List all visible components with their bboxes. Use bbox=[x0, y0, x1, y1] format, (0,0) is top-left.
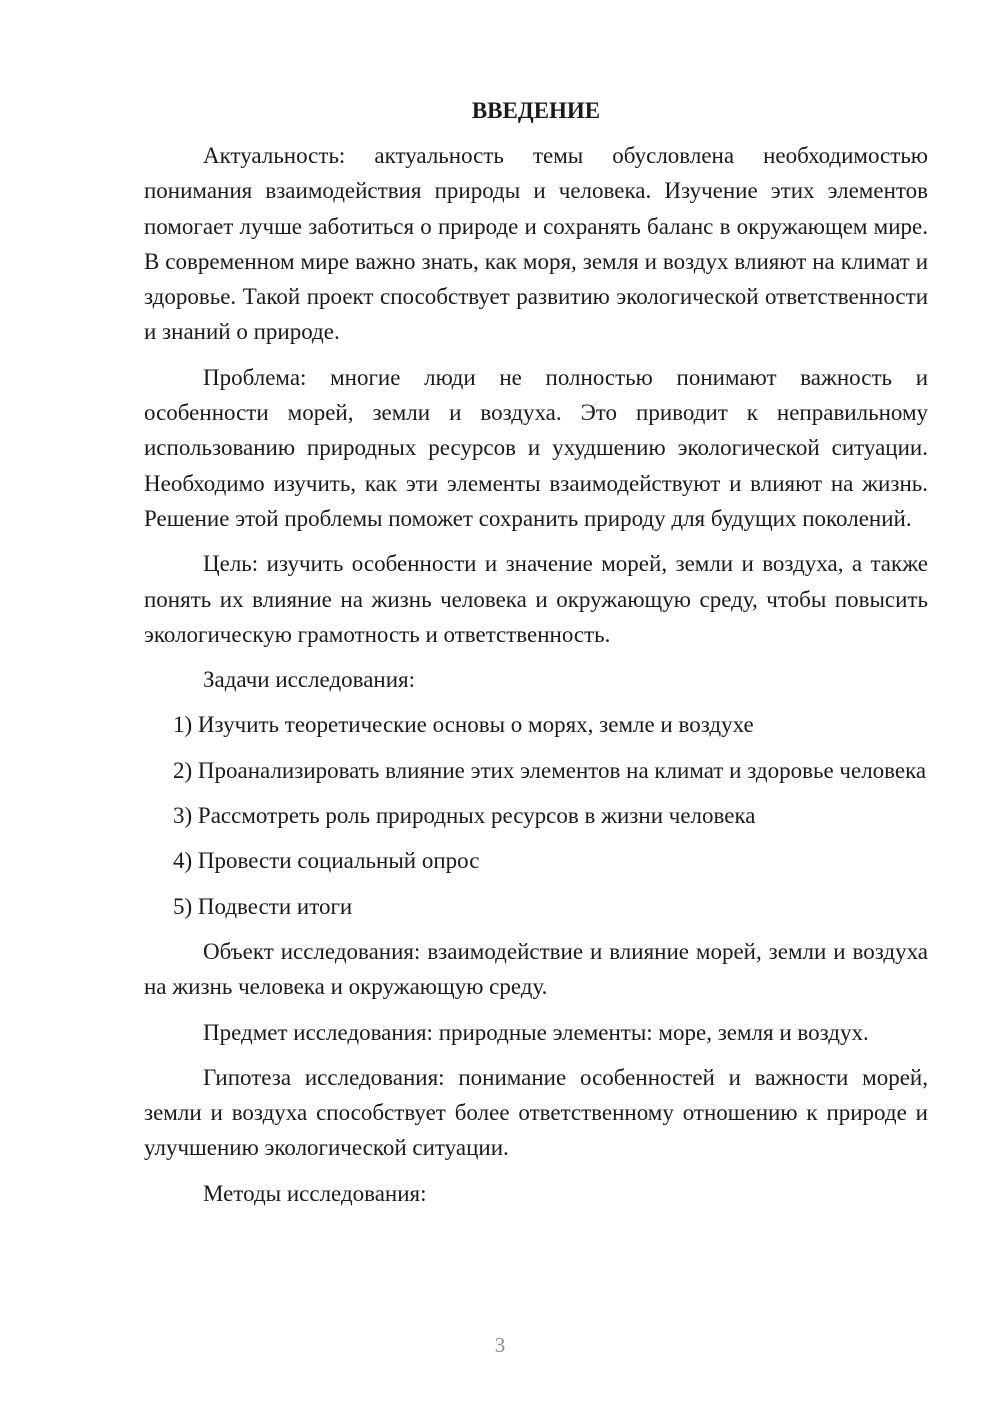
paragraph-hypothesis: Гипотеза исследования: понимание особенностей и важности морей, земли и воздуха способствует более ответственному отношению к природе и улучшению экологической ситуации. bbox=[144, 1064, 928, 1161]
task-item-3: 3) Рассмотреть роль природных ресурсов в жизни человека bbox=[173, 803, 756, 829]
page-number: 3 bbox=[494, 1333, 506, 1357]
document-page bbox=[144, 96, 928, 1221]
task-item-5: 5) Подвести итоги bbox=[173, 893, 353, 919]
paragraph-goal: Цель: изучить особенности и значение морей, земли и воздуха, а также понять их влияние на жизнь человека и окружающую среду, чтобы повысить экологическую грамотность и ответственность. bbox=[144, 551, 928, 647]
paragraph-relevance: Актуальность: актуальность темы обусловлена необходимостью понимания взаимодействия природы и человека. Изучение этих элементов помогает лучше заботиться о природе и сохранять баланс в окружающем мире. В современном мире важно знать, как моря, земля и воздух влияют на климат и здоровье. Такой проект способствует развитию экологической ответственности и знаний о природе. bbox=[144, 143, 928, 345]
section-title: ВВЕДЕНИЕ bbox=[471, 98, 601, 123]
paragraph-subject: Предмет исследования: природные элементы: море, земля и воздух. bbox=[203, 1019, 869, 1045]
paragraph-problem: Проблема: многие люди не полностью понимают важность и особенности морей, земли и воздуха. Это приводит к неправильному использованию природных ресурсов и ухудшению экологической ситуации. Необходимо изучить, как эти элементы взаимодействуют и влияют на жизнь. Решение этой проблемы поможет сохранить природу для будущих поколений. bbox=[144, 364, 928, 531]
tasks-heading: Задачи исследования: bbox=[203, 667, 416, 693]
task-item-4: 4) Провести социальный опрос bbox=[173, 848, 480, 874]
task-item-2: 2) Проанализировать влияние этих элементов на климат и здоровье человека bbox=[173, 757, 927, 783]
task-item-1: 1) Изучить теоретические основы о морях, земле и воздухе bbox=[173, 712, 754, 738]
methods-heading: Методы исследования: bbox=[203, 1180, 427, 1206]
paragraph-object: Объект исследования: взаимодействие и влияние морей, земли и воздуха на жизнь человека и окружающую среду. bbox=[144, 938, 928, 1000]
